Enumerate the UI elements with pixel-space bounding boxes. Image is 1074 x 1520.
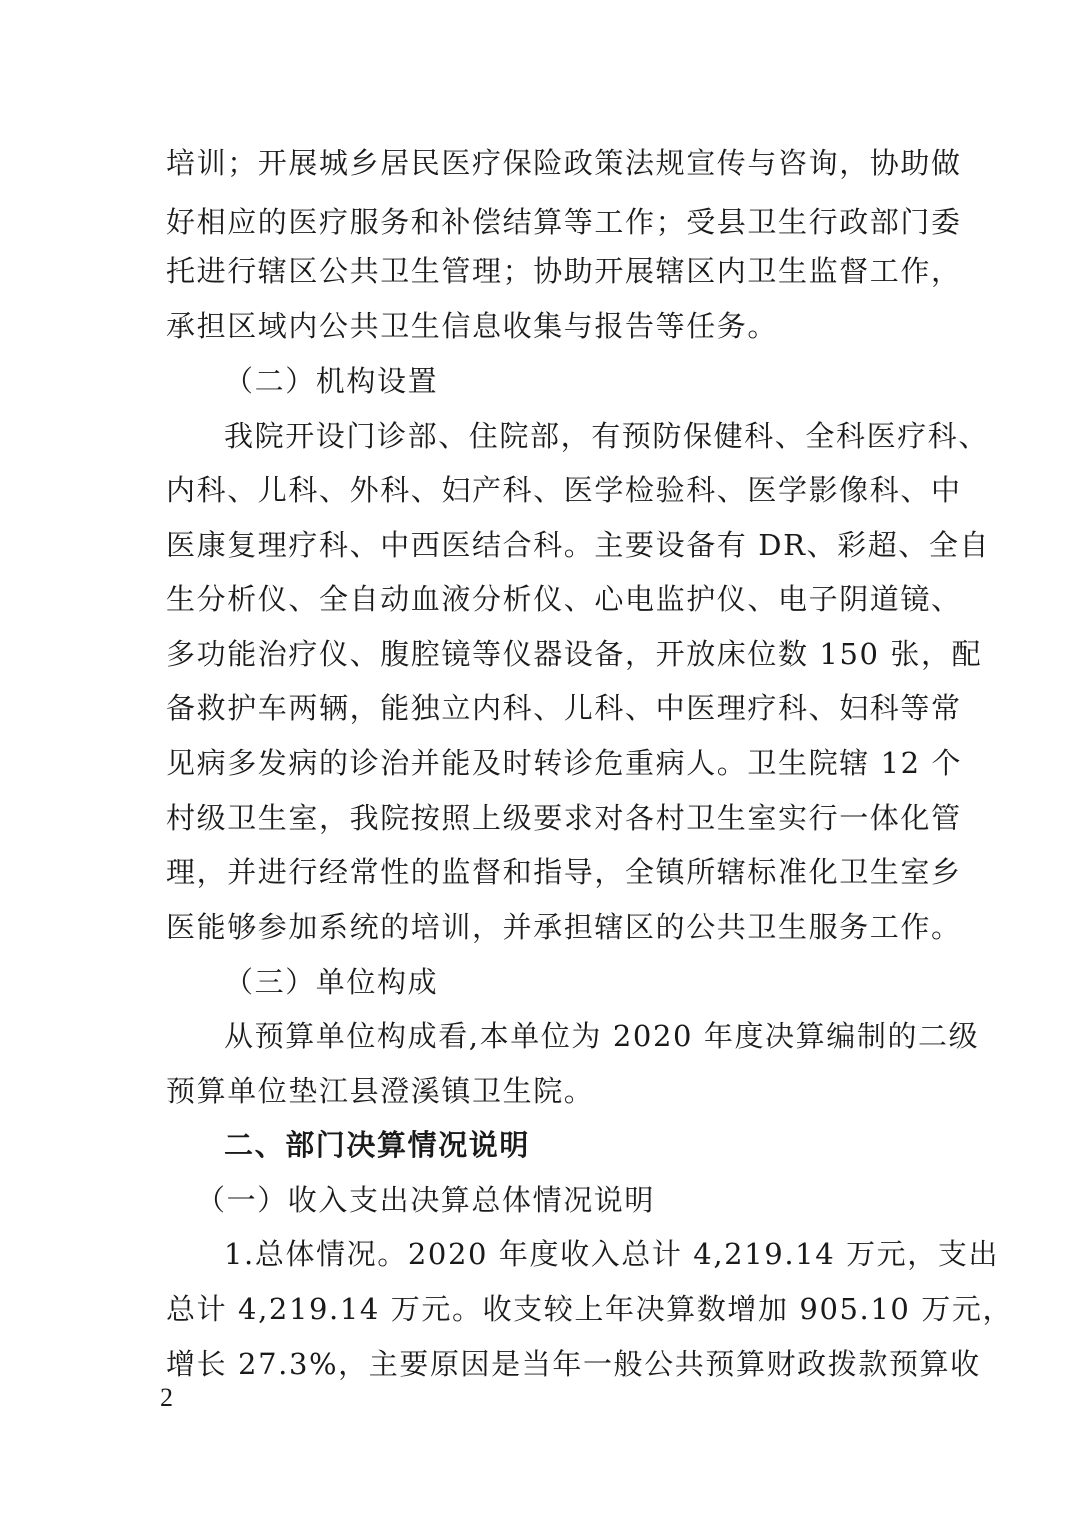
paragraph-line: 总计 4,219.14 万元。收支较上年决算数增加 905.10 万元， xyxy=(166,1292,1014,1326)
paragraph-line: 1.总体情况。2020 年度收入总计 4,219.14 万元，支出 xyxy=(224,1237,1000,1271)
paragraph-line: 我院开设门诊部、住院部，有预防保健科、全科医疗科、 xyxy=(224,419,990,453)
paragraph-line: 多功能治疗仪、腹腔镜等仪器设备，开放床位数 150 张，配 xyxy=(166,637,983,671)
paragraph-line: 从预算单位构成看,本单位为 2020 年度决算编制的二级 xyxy=(224,1019,980,1053)
paragraph-line: 村级卫生室，我院按照上级要求对各村卫生室实行一体化管 xyxy=(166,801,962,835)
paragraph-line: 内科、儿科、外科、妇产科、医学检验科、医学影像科、中 xyxy=(166,473,962,507)
paragraph-line: 备救护车两辆，能独立内科、儿科、中医理疗科、妇科等常 xyxy=(166,691,962,725)
section-heading: （一）收入支出决算总体情况说明 xyxy=(196,1183,656,1217)
paragraph-line: 医能够参加系统的培训，并承担辖区的公共卫生服务工作。 xyxy=(166,910,962,944)
paragraph-line: 增长 27.3%，主要原因是当年一般公共预算财政拨款预算收 xyxy=(166,1347,981,1381)
paragraph-line: 见病多发病的诊治并能及时转诊危重病人。卫生院辖 12 个 xyxy=(166,746,963,780)
page-number: 2 xyxy=(160,1383,173,1412)
paragraph-line: 预算单位垫江县澄溪镇卫生院。 xyxy=(166,1074,595,1108)
paragraph-line: 托进行辖区公共卫生管理；协助开展辖区内卫生监督工作， xyxy=(166,254,962,288)
paragraph-line: 医康复理疗科、中西医结合科。主要设备有 DR、彩超、全自 xyxy=(166,528,991,562)
paragraph-line: 理，并进行经常性的监督和指导，全镇所辖标准化卫生室乡 xyxy=(166,855,962,889)
paragraph-line: 生分析仪、全自动血液分析仪、心电监护仪、电子阴道镜、 xyxy=(166,582,962,616)
section-heading: （三）单位构成 xyxy=(224,965,439,999)
paragraph-line: 承担区域内公共卫生信息收集与报告等任务。 xyxy=(166,309,779,343)
section-heading: （二）机构设置 xyxy=(224,364,439,398)
paragraph-line: 培训；开展城乡居民医疗保险政策法规宣传与咨询，协助做 xyxy=(166,146,962,180)
paragraph-line: 好相应的医疗服务和补偿结算等工作；受县卫生行政部门委 xyxy=(166,205,962,239)
chapter-heading: 二、部门决算情况说明 xyxy=(224,1128,531,1162)
